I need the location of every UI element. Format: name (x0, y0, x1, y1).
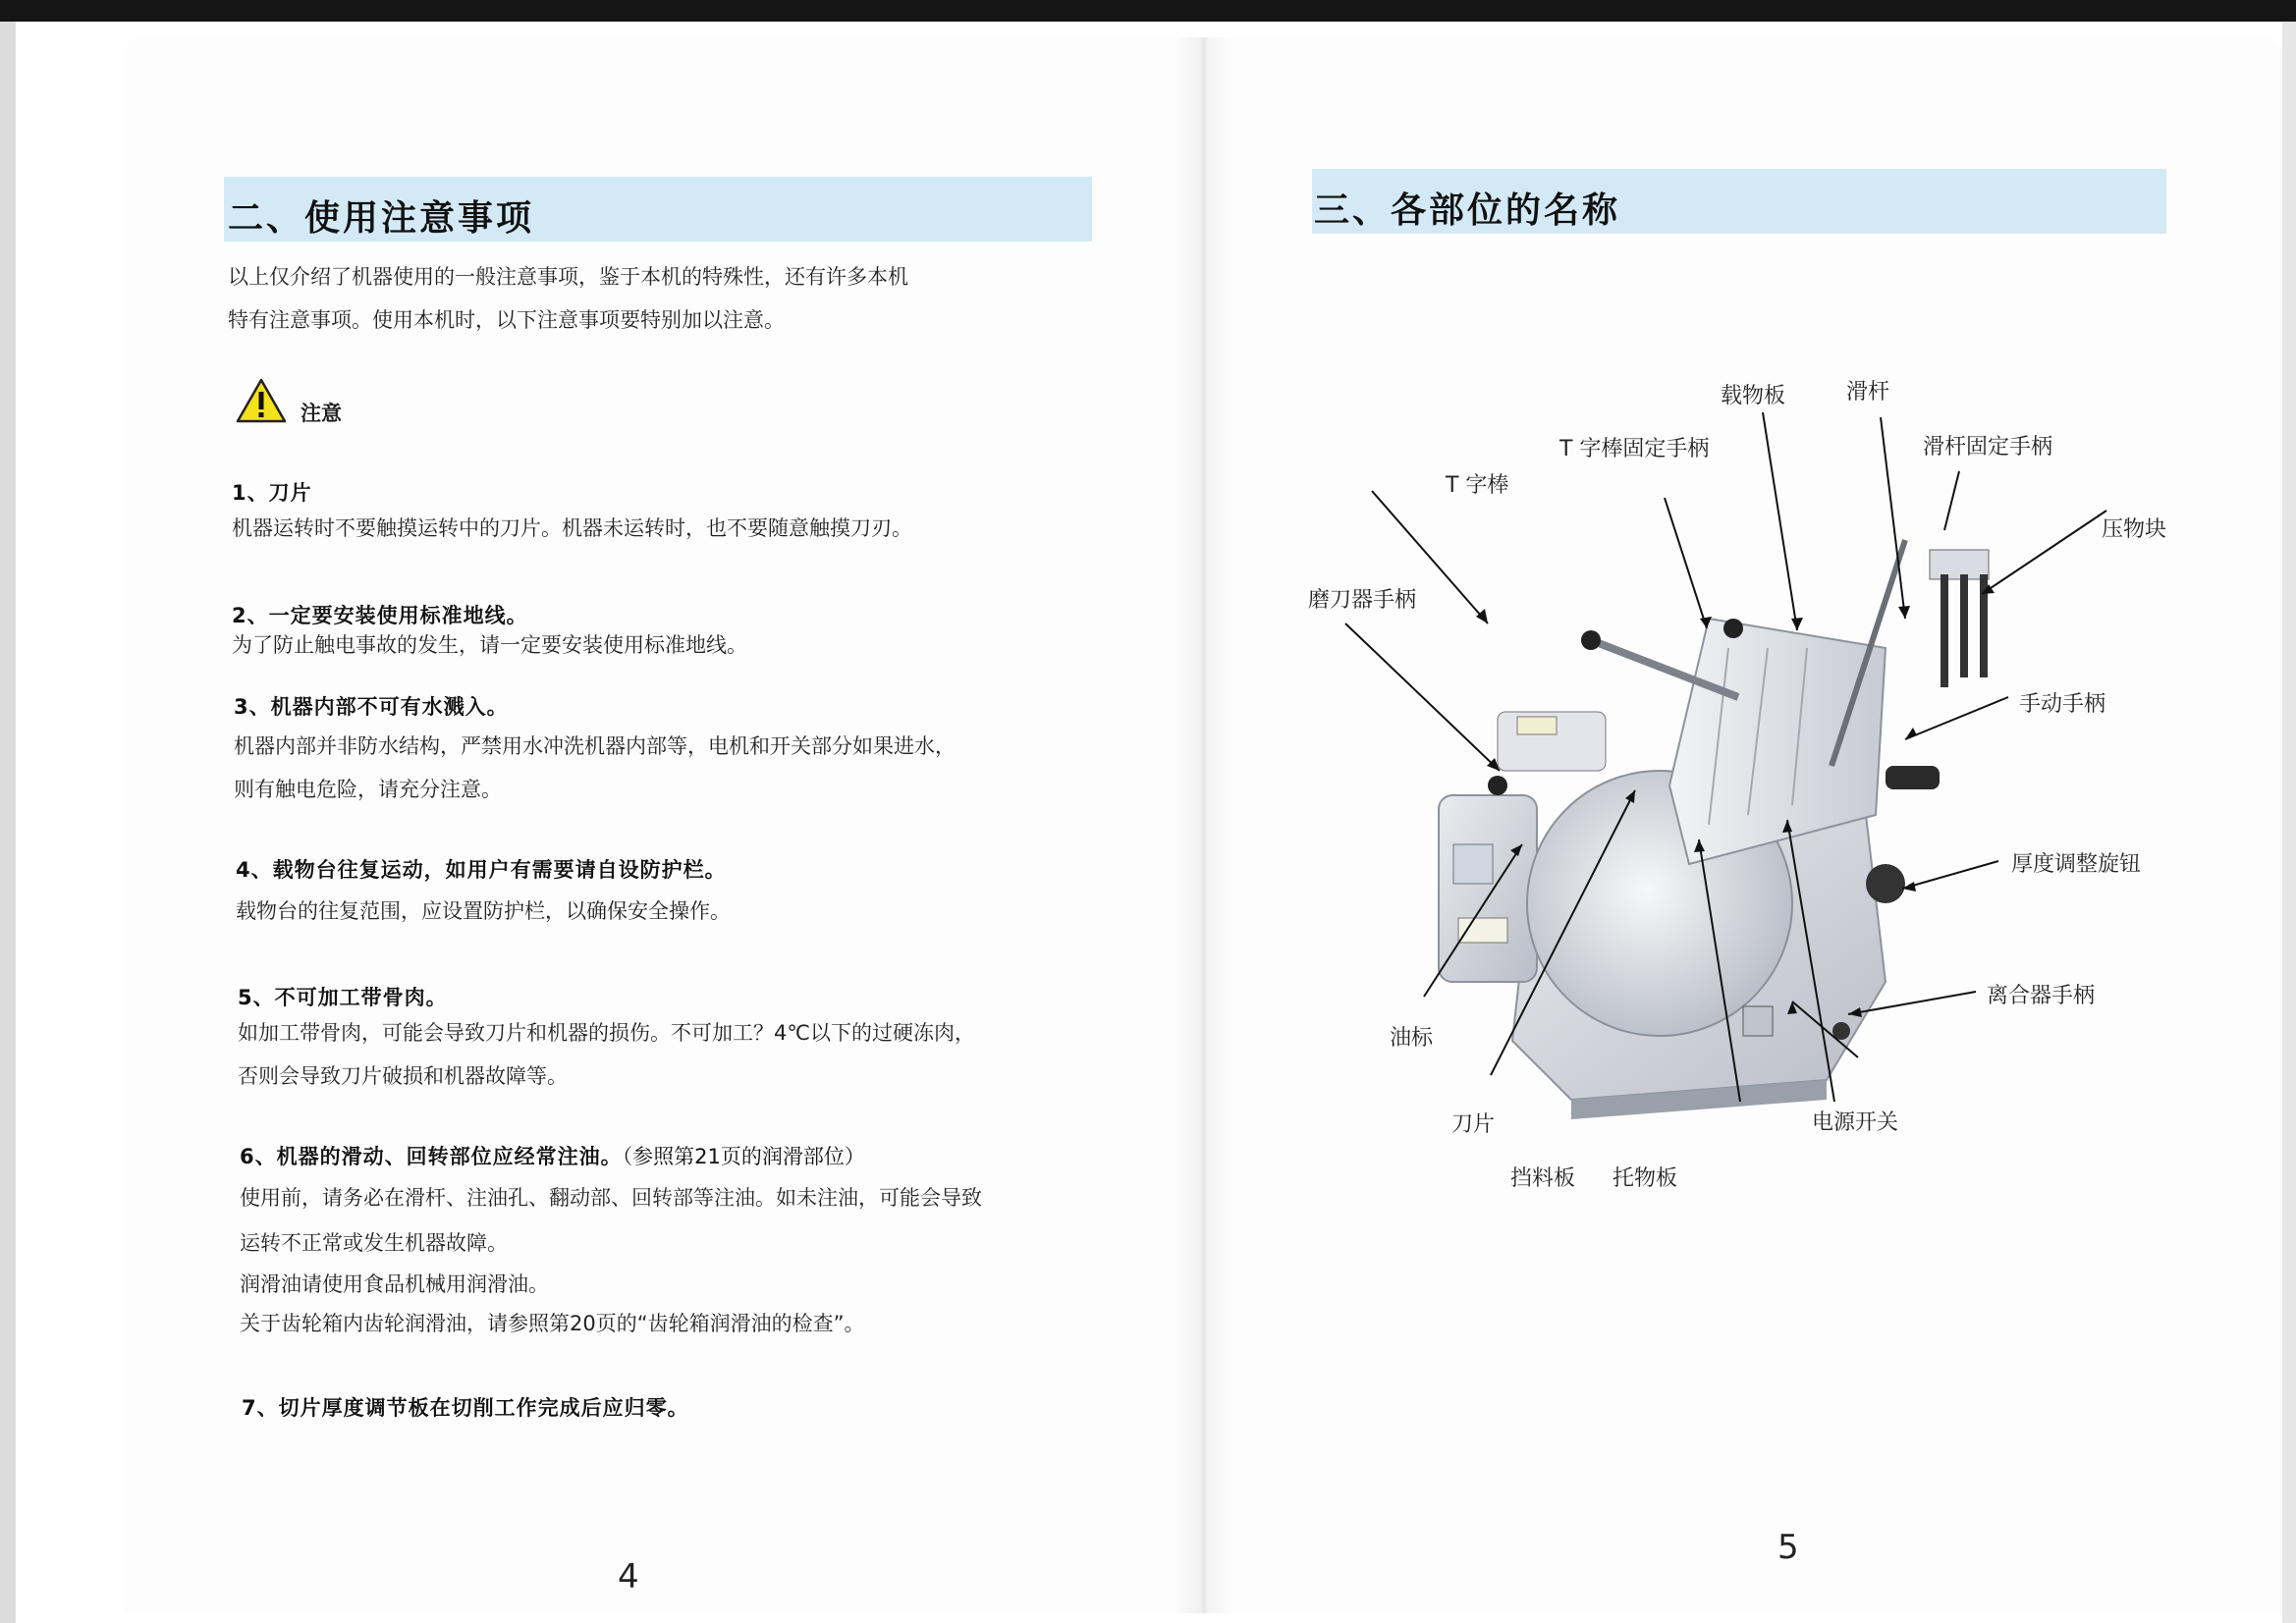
scan-top-edge (0, 0, 2296, 22)
label-slide-rod: 滑杆 (1846, 380, 1890, 405)
label-pusher-block: 压物块 (2102, 517, 2167, 542)
item-7-heading: 7、切片厚度调节板在切削工作完成后应归零。 (242, 1396, 689, 1420)
page-number-right: 5 (1777, 1528, 1799, 1567)
scan-right-edge (2282, 22, 2296, 1623)
item-6-heading (240, 1141, 865, 1170)
item-4-heading: 4、载物台往复运动，如用户有需要请自设防护栏。 (236, 858, 727, 882)
item-6-line-1: 使用前，请务必在滑杆、注油孔、翻动部、回转部等注油。如未注油，可能会导致 (240, 1186, 982, 1210)
item-1-line-1: 机器运转时不要触摸运转中的刀片。机器未运转时，也不要随意触摸刀刃。 (232, 516, 912, 540)
intro-line-1: 以上仅介绍了机器使用的一般注意事项，鉴于本机的特殊性，还有许多本机 (228, 265, 908, 289)
page-number-left: 4 (618, 1557, 639, 1596)
book-spine (1175, 37, 1233, 1613)
label-slide-rod-fixing-handle: 滑杆固定手柄 (1923, 435, 2053, 460)
item-5-line-1: 如加工带骨肉，可能会导致刀片和机器的损伤。不可加工？4℃以下的过硬冻肉， (238, 1021, 975, 1045)
manual-handle-shape (1886, 766, 1940, 789)
item-6-line-4: 关于齿轮箱内齿轮润滑油，请参照第20页的“齿轮箱润滑油的检查”。 (240, 1312, 865, 1335)
item-2-line-1: 为了防止触电事故的发生，请一定要安装使用标准地线。 (232, 633, 747, 657)
intro-line-2: 特有注意事项。使用本机时，以下注意事项要特别加以注意。 (228, 308, 785, 332)
label-clutch-handle: 离合器手柄 (1987, 984, 2096, 1008)
label-carriage-plate: 载物板 (1721, 384, 1786, 408)
label-manual-handle: 手动手柄 (2019, 692, 2106, 717)
item-6-heading-note: （参照第21页的润滑部位） (622, 1145, 865, 1168)
item-3-line-2: 则有触电危险，请充分注意。 (234, 778, 502, 801)
label-guard-plate: 挡料板 (1510, 1166, 1576, 1191)
warning-triangle-icon (236, 377, 287, 424)
item-6-line-3: 润滑油请使用食品机械用润滑油。 (240, 1272, 549, 1296)
item-3-line-1: 机器内部并非防水结构，严禁用水冲洗机器内部等，电机和开关部分如果进水， (234, 734, 956, 758)
section-title-usage-notes: 二、使用注意事项 (228, 198, 535, 239)
label-thickness-knob: 厚度调整旋钮 (2011, 852, 2142, 877)
item-6-heading-text: 6、机器的滑动、回转部位应经常注油。 (240, 1145, 623, 1168)
item-2-heading: 2、一定要安装使用标准地线。 (232, 604, 528, 627)
label-support-plate: 托物板 (1613, 1166, 1678, 1191)
item-1-heading: 1、刀片 (232, 481, 312, 505)
warning-label: 注意 (301, 402, 342, 425)
slicer-machine-diagram (1277, 353, 2219, 1217)
section-title-parts-names: 三、各部位的名称 (1314, 190, 1621, 231)
item-5-heading: 5、不可加工带骨肉。 (238, 986, 448, 1009)
label-oil-gauge: 油标 (1390, 1026, 1434, 1051)
label-t-bar: T 字棒 (1446, 473, 1509, 498)
label-t-bar-fixing-handle: T 字棒固定手柄 (1559, 437, 1710, 461)
pusher-teeth (1944, 574, 1984, 687)
label-sharpener-handle: 磨刀器手柄 (1308, 588, 1417, 613)
item-6-line-2: 运转不正常或发生机器故障。 (240, 1231, 508, 1255)
scan-left-edge (0, 22, 16, 1623)
motor-housing (1439, 795, 1537, 982)
item-3-heading: 3、机器内部不可有水溅入。 (234, 695, 509, 719)
label-blade: 刀片 (1451, 1112, 1496, 1137)
thickness-knob-shape (1866, 864, 1905, 903)
item-4-line-1: 载物台的往复范围，应设置防护栏，以确保安全操作。 (236, 899, 731, 923)
label-power-switch: 电源开关 (1812, 1110, 1899, 1135)
item-5-line-2: 否则会导致刀片破损和机器故障等。 (238, 1064, 568, 1088)
